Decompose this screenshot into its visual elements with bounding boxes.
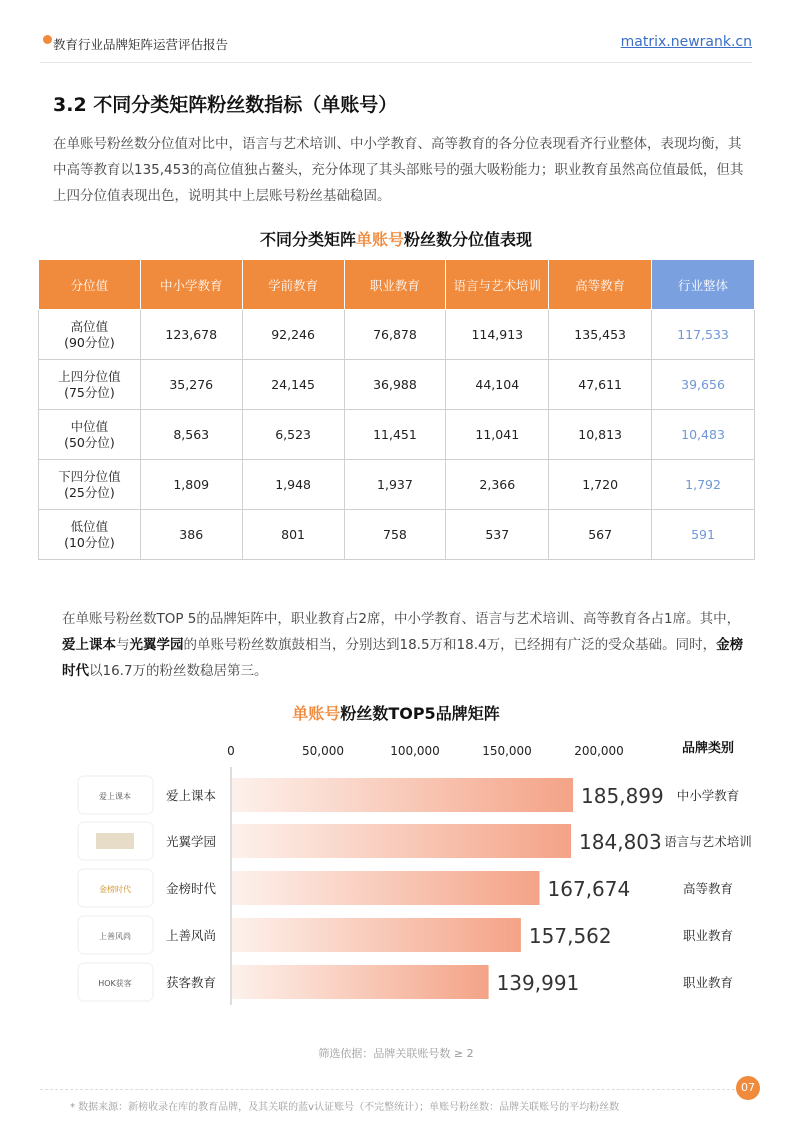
page-number: 07	[736, 1076, 760, 1100]
industry-cell: 591	[652, 510, 755, 560]
brand-label: 获客教育	[166, 975, 217, 990]
percentile-table	[38, 259, 755, 560]
bar	[232, 871, 540, 905]
table-row	[39, 310, 755, 360]
table-header-row	[39, 260, 755, 310]
table-cell: 10,813	[549, 410, 652, 460]
table-cell: 567	[549, 510, 652, 560]
table-cell: 123,678	[140, 310, 242, 360]
brand-category-label: 中小学教育	[676, 788, 740, 803]
table-cell: 758	[344, 510, 446, 560]
row-label-sub: (25分位)	[64, 484, 115, 500]
bar	[232, 824, 571, 858]
row-label-main: 中位值	[70, 418, 109, 434]
industry-cell: 10,483	[652, 410, 755, 460]
filter-note: 筛选依据：品牌关联账号数 ≥ 2	[318, 1047, 474, 1060]
x-tick-label: 0	[227, 744, 235, 758]
table-cell: 24,145	[242, 360, 344, 410]
bar	[232, 918, 521, 952]
column-header: 中小学教育	[140, 260, 242, 310]
table-cell: 1,720	[549, 460, 652, 510]
table-cell: 11,041	[446, 410, 549, 460]
header-title: 教育行业品牌矩阵运营评估报告	[53, 37, 229, 52]
table-cell: 6,523	[242, 410, 344, 460]
row-label-sub: (90分位)	[64, 334, 115, 350]
x-tick-label: 100,000	[390, 744, 440, 758]
table-cell: 35,276	[140, 360, 242, 410]
header-dot	[43, 35, 52, 44]
x-tick-label: 50,000	[302, 744, 344, 758]
table-cell: 2,366	[446, 460, 549, 510]
table-cell: 92,246	[242, 310, 344, 360]
bar-value-label: 157,562	[528, 924, 612, 948]
column-header-industry: 行业整体	[652, 260, 755, 310]
table-cell: 386	[140, 510, 242, 560]
row-label-sub: (75分位)	[64, 384, 115, 400]
brand-category-label: 高等教育	[682, 881, 734, 896]
para-text: 的单账号粉丝数旗鼓相当，分别达到18.5万和18.4万，已经拥有广泛的受众基础。同时，	[183, 637, 717, 653]
x-tick-label: 200,000	[574, 744, 624, 758]
footer-divider	[40, 1089, 740, 1090]
brand-category-label: 语言与艺术培训	[664, 834, 752, 849]
row-label-sub: (50分位)	[64, 434, 115, 450]
intro-paragraph: 在单账号粉丝数分位值对比中，语言与艺术培训、中小学教育、高等教育的各分位表现看齐行业整体，表现均衡，其中高等教育以135,453的高位值独占鳌头，充分体现了其头部账号的强大吸粉能力；职业教育虽然高位值最低，但其上四分位值表现出色，说明其中上层账号粉丝基础稳固。	[53, 136, 744, 204]
table-cell: 801	[242, 510, 344, 560]
row-label-sub: (10分位)	[64, 534, 115, 550]
table-cell: 1,937	[344, 460, 446, 510]
table-cell: 76,878	[344, 310, 446, 360]
brand-logo-text: 金榜时代	[99, 885, 131, 894]
section-title: 3.2 不同分类矩阵粉丝数指标（单账号）	[53, 94, 398, 116]
table-cell: 11,451	[344, 410, 446, 460]
brand-logo-mark	[96, 833, 134, 849]
table-cell: 47,611	[549, 360, 652, 410]
brand-logo-text: 爱上课本	[99, 792, 131, 801]
row-label	[39, 410, 141, 460]
table-cell: 1,948	[242, 460, 344, 510]
top5-paragraph	[62, 606, 752, 684]
brand-label: 爱上课本	[166, 788, 217, 803]
industry-cell: 39,656	[652, 360, 755, 410]
table-title-pre: 不同分类矩阵	[259, 230, 356, 249]
brand-category-header: 品牌类别	[681, 741, 735, 756]
table-row	[39, 410, 755, 460]
table-cell: 8,563	[140, 410, 242, 460]
brand-logo-text: 上善风尚	[99, 932, 131, 941]
brand-label: 上善风尚	[166, 928, 217, 943]
top5-bar-chart	[0, 735, 792, 1015]
bar	[232, 965, 489, 999]
table-cell: 44,104	[446, 360, 549, 410]
bar	[232, 778, 573, 812]
column-header: 学前教育	[242, 260, 344, 310]
row-label	[39, 310, 141, 360]
x-tick-label: 150,000	[482, 744, 532, 758]
column-header: 语言与艺术培训	[446, 260, 549, 310]
chart-title-highlight: 单账号	[292, 704, 341, 723]
brand-category-label: 职业教育	[682, 975, 734, 990]
header-link[interactable]: matrix.newrank.cn	[620, 34, 752, 50]
chart-title-post: 粉丝数TOP5品牌矩阵	[340, 704, 500, 723]
header-divider	[40, 62, 752, 63]
para-bold-brand: 爱上课本	[62, 637, 116, 653]
brand-label: 金榜时代	[166, 881, 217, 896]
brand-logo-text: HOK获客	[98, 979, 132, 988]
row-label	[39, 360, 141, 410]
para-bold-brand: 金榜时代	[62, 637, 744, 679]
footer-note: * 数据来源：新榜收录在库的教育品牌，及其关联的蓝v认证账号（不完整统计）；单账号粉丝数：品牌关联账号的平均粉丝数	[70, 1102, 620, 1113]
table-row	[39, 460, 755, 510]
page-header	[0, 0, 792, 64]
row-label	[39, 510, 141, 560]
industry-cell: 1,792	[652, 460, 755, 510]
table-cell: 537	[446, 510, 549, 560]
para-text: 以16.7万的粉丝数稳居第三。	[89, 663, 268, 679]
bar-value-label: 184,803	[579, 830, 662, 854]
column-header: 高等教育	[549, 260, 652, 310]
bar-value-label: 185,899	[581, 784, 664, 808]
table-title	[0, 227, 792, 250]
table-cell: 36,988	[344, 360, 446, 410]
table-cell: 1,809	[140, 460, 242, 510]
column-header: 职业教育	[344, 260, 446, 310]
table-row	[39, 510, 755, 560]
row-label-main: 上四分位值	[58, 368, 121, 384]
brand-label: 光翼学园	[166, 834, 217, 849]
bar-value-label: 167,674	[547, 877, 631, 901]
row-label-main: 高位值	[70, 318, 109, 334]
para-text: 与	[116, 637, 130, 653]
table-cell: 135,453	[549, 310, 652, 360]
row-label-main: 下四分位值	[58, 468, 121, 484]
table-cell: 114,913	[446, 310, 549, 360]
row-label	[39, 460, 141, 510]
table-title-post: 粉丝数分位值表现	[404, 230, 533, 249]
chart-title	[0, 701, 792, 724]
row-label-main: 低位值	[70, 518, 109, 534]
industry-cell: 117,533	[652, 310, 755, 360]
brand-category-label: 职业教育	[682, 928, 734, 943]
column-header: 分位值	[39, 260, 141, 310]
table-row	[39, 360, 755, 410]
para-bold-brand: 光翼学园	[129, 637, 184, 653]
bar-value-label: 139,991	[496, 971, 580, 995]
para-text: 在单账号粉丝数TOP 5的品牌矩阵中，职业教育占2席，中小学教育、语言与艺术培训、高等教育各占1席。其中，	[62, 611, 741, 627]
table-title-highlight: 单账号	[355, 230, 404, 249]
